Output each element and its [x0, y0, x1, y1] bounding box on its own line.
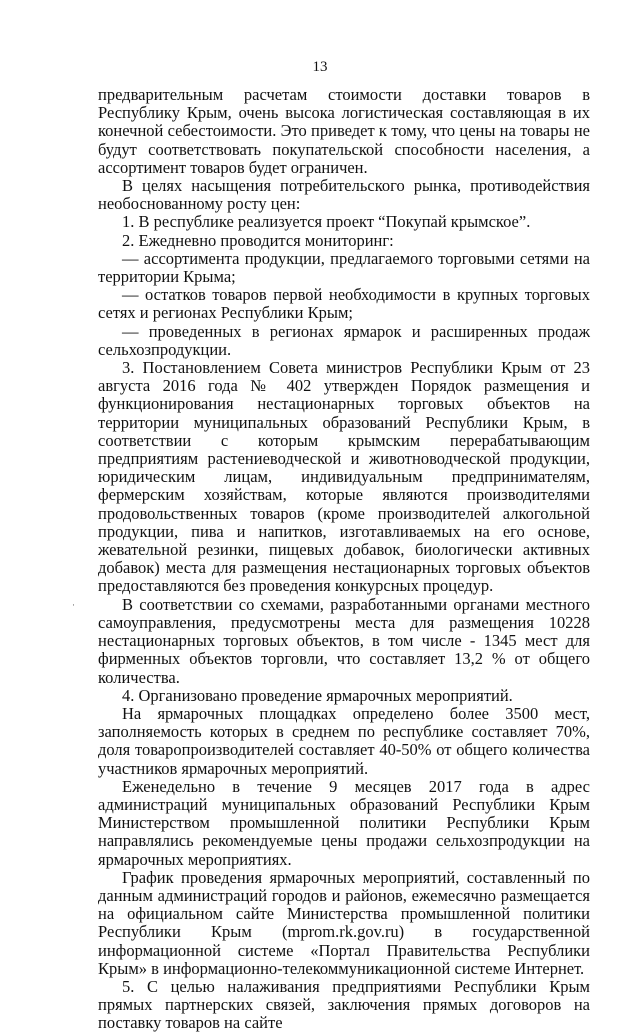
- document-body: [98, 86, 590, 1033]
- page-number: 13: [312, 59, 328, 75]
- paragraph-6: — остатков товаров первой необходимости в крупных торговых сетях и регионах Республики Крым;: [98, 285, 590, 323]
- paragraph-9: В соответствии со схемами, разработанными органами местного самоуправления, предусмотрены места для размещения 10228 нестационарных торговых объектов, в том числе - 1345 мест для фирменных объектов торговли, что составляет 13,2 % от общего количества.: [98, 594, 590, 687]
- paragraph-3: 1. В республике реализуется проект “Покупай крымское”.: [122, 212, 531, 232]
- paragraph-1: предварительным расчетам стоимости доставки товаров в Республику Крым, очень высока логистическая составляющая в их конечной себестоимости. Это приведет к тому, что цены на товары не будут соответствовать покупательской способности населения, а ассортимент товаров будет ограничен.: [98, 85, 590, 177]
- paragraph-10: 4. Организовано проведение ярмарочных мероприятий.: [122, 685, 513, 705]
- paragraph-12: Еженедельно в течение 9 месяцев 2017 года в адрес администраций муниципальных образований Республики Крым Министерством промышленной политики Республики Крым направлялись рекомендуемые цены продажи сельхозпродукции на ярмарочных мероприятиях.: [98, 776, 590, 869]
- paragraph-13: График проведения ярмарочных мероприятий, составленный по данным администраций городов и районов, ежемесячно размещается на официальном сайте Министерства промышленной политики Республики Крым (mprom.rk.gov.ru) в государственной информационной системе «Портал Правительства Республики Крым» в информационно-телекоммуникационной системе Интернет.: [98, 867, 590, 978]
- paragraph-7: — проведенных в регионах ярмарок и расширенных продаж сельхозпродукции.: [98, 321, 590, 359]
- paragraph-4: 2. Ежедневно проводится мониторинг:: [122, 230, 394, 250]
- paragraph-5: — ассортимента продукции, предлагаемого торговыми сетями на территории Крыма;: [98, 248, 590, 287]
- paragraph-14: 5. С целью налаживания предприятиями Республики Крым прямых партнерских связей, заключения прямых договоров на поставку товаров на сайте: [98, 976, 590, 1033]
- scan-speck: ·: [72, 600, 75, 610]
- paragraph-2: В целях насыщения потребительского рынка, противодействия необоснованному росту цен:: [98, 176, 590, 214]
- paragraph-11: На ярмарочных площадках определено более 3500 мест, заполняемость которых в среднем по республике составляет 70%, доля товаропроизводителей составляет 40-50% от общего количества участников ярмарочных мероприятий.: [98, 703, 590, 778]
- paragraph-8: 3. Постановлением Совета министров Республики Крым от 23 августа 2016 года № 402 утвержден Порядок размещения и функционирования нестационарных торговых объектов на территории муниципальных образований Республики Крым, в соответствии с которым крымским перерабатывающим предприятиям растениеводческой и животноводческой продукции, юридическим лицам, индивидуальным предпринимателям, фермерским хозяйствам, которые являются производителями продовольственных товаров (кроме производителей алкогольной продукции, пива и напитков, изготавливаемых на его основе, жевательной резинки, пищевых добавок, биологически активных добавок) места для размещения нестационарных торговых объектов предоставляются без проведения конкурсных процедур.: [98, 358, 590, 596]
